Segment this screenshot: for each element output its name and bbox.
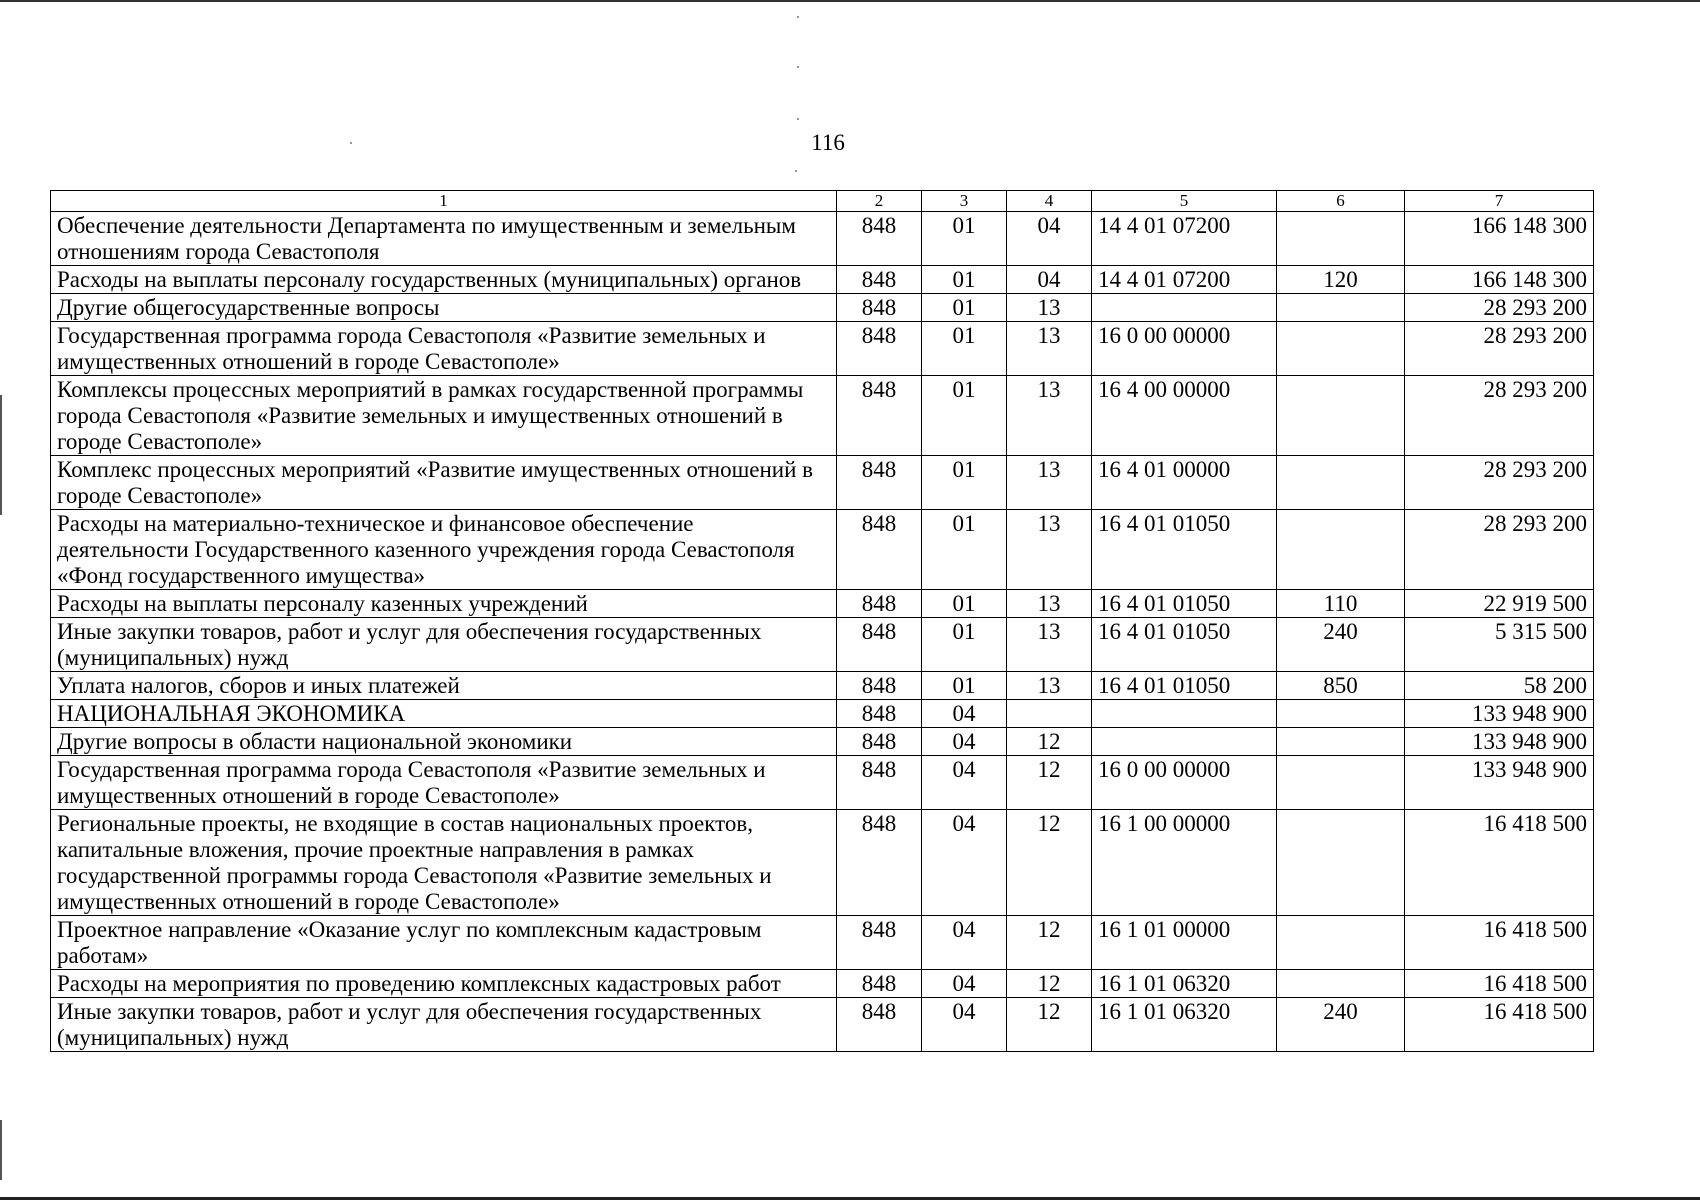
cell-code-section: 04 (922, 916, 1007, 970)
cell-code-subsection: 13 (1007, 618, 1092, 672)
cell-amount: 16 418 500 (1405, 970, 1594, 998)
table-row (51, 672, 1594, 700)
cell-item-name: Государственная программа города Севастополя «Развитие земельных и имущественных отношений в городе Севастополе» (51, 756, 837, 810)
cell-item-name: Государственная программа города Севастополя «Развитие земельных и имущественных отношений в городе Севастополе» (51, 322, 837, 376)
cell-amount: 28 293 200 (1405, 376, 1594, 456)
cell-code-subsection: 13 (1007, 294, 1092, 322)
cell-code-expense-type (1277, 700, 1405, 728)
cell-amount: 5 315 500 (1405, 618, 1594, 672)
cell-code-target-article (1092, 728, 1277, 756)
cell-code-target-article: 16 4 01 01050 (1092, 672, 1277, 700)
cell-code-admin: 848 (837, 376, 922, 456)
cell-code-section: 01 (922, 322, 1007, 376)
scan-speck (795, 170, 797, 172)
cell-code-expense-type (1277, 810, 1405, 916)
table-row (51, 970, 1594, 998)
cell-code-admin: 848 (837, 672, 922, 700)
cell-code-expense-type (1277, 376, 1405, 456)
cell-amount: 28 293 200 (1405, 456, 1594, 510)
cell-code-section: 04 (922, 810, 1007, 916)
cell-amount: 22 919 500 (1405, 590, 1594, 618)
cell-code-target-article: 16 4 01 00000 (1092, 456, 1277, 510)
cell-code-section: 04 (922, 700, 1007, 728)
cell-code-section: 01 (922, 266, 1007, 294)
scan-speck (797, 16, 799, 18)
cell-code-admin: 848 (837, 970, 922, 998)
cell-code-expense-type (1277, 970, 1405, 998)
cell-code-expense-type: 240 (1277, 998, 1405, 1052)
cell-code-target-article (1092, 700, 1277, 728)
table-body (51, 212, 1594, 1052)
cell-code-admin: 848 (837, 916, 922, 970)
cell-code-admin: 848 (837, 266, 922, 294)
cell-amount: 28 293 200 (1405, 322, 1594, 376)
table-row (51, 456, 1594, 510)
column-number-row (51, 191, 1594, 212)
cell-code-admin: 848 (837, 998, 922, 1052)
scan-speck (797, 66, 799, 68)
cell-code-admin: 848 (837, 322, 922, 376)
cell-code-target-article: 16 4 01 01050 (1092, 618, 1277, 672)
cell-item-name: Комплексы процессных мероприятий в рамках государственной программы города Севастополя «Развитие земельных и имущественных отношений в городе Севастополе» (51, 376, 837, 456)
cell-item-name: Иные закупки товаров, работ и услуг для обеспечения государственных (муниципальных) нужд (51, 618, 837, 672)
column-header: 2 (837, 191, 922, 212)
table-row (51, 728, 1594, 756)
cell-code-expense-type: 850 (1277, 672, 1405, 700)
cell-code-subsection: 13 (1007, 456, 1092, 510)
cell-code-expense-type: 240 (1277, 618, 1405, 672)
cell-code-admin: 848 (837, 618, 922, 672)
cell-code-subsection: 13 (1007, 590, 1092, 618)
cell-code-target-article: 16 1 01 00000 (1092, 916, 1277, 970)
cell-code-target-article: 16 4 01 01050 (1092, 510, 1277, 590)
table-row (51, 700, 1594, 728)
cell-code-subsection: 12 (1007, 916, 1092, 970)
cell-code-target-article: 16 4 01 01050 (1092, 590, 1277, 618)
cell-code-target-article: 16 0 00 00000 (1092, 322, 1277, 376)
cell-code-section: 01 (922, 510, 1007, 590)
cell-code-subsection: 13 (1007, 322, 1092, 376)
cell-item-name: Обеспечение деятельности Департамента по имущественным и земельным отношениям города Севастополя (51, 212, 837, 266)
cell-code-admin: 848 (837, 700, 922, 728)
table-row (51, 322, 1594, 376)
cell-code-section: 01 (922, 590, 1007, 618)
cell-code-section: 01 (922, 456, 1007, 510)
cell-item-name: Уплата налогов, сборов и иных платежей (51, 672, 837, 700)
cell-item-name: Проектное направление «Оказание услуг по комплексным кадастровым работам» (51, 916, 837, 970)
cell-amount: 28 293 200 (1405, 294, 1594, 322)
cell-code-target-article: 16 1 01 06320 (1092, 970, 1277, 998)
cell-code-subsection: 12 (1007, 998, 1092, 1052)
cell-code-expense-type: 120 (1277, 266, 1405, 294)
cell-code-section: 04 (922, 756, 1007, 810)
page-number: 116 (811, 130, 845, 155)
cell-code-section: 04 (922, 998, 1007, 1052)
cell-code-admin: 848 (837, 456, 922, 510)
cell-code-expense-type (1277, 510, 1405, 590)
cell-code-expense-type (1277, 456, 1405, 510)
cell-code-subsection (1007, 700, 1092, 728)
scan-speck (797, 118, 799, 120)
cell-code-admin: 848 (837, 294, 922, 322)
cell-code-target-article (1092, 294, 1277, 322)
cell-item-name: Расходы на мероприятия по проведению комплексных кадастровых работ (51, 970, 837, 998)
cell-code-target-article: 16 0 00 00000 (1092, 756, 1277, 810)
scan-edge-mark (0, 395, 2, 515)
cell-code-expense-type (1277, 756, 1405, 810)
cell-item-name: НАЦИОНАЛЬНАЯ ЭКОНОМИКА (51, 700, 837, 728)
cell-code-expense-type (1277, 728, 1405, 756)
cell-item-name: Другие вопросы в области национальной экономики (51, 728, 837, 756)
cell-item-name: Иные закупки товаров, работ и услуг для обеспечения государственных (муниципальных) нужд (51, 998, 837, 1052)
column-header: 1 (51, 191, 837, 212)
cell-amount: 16 418 500 (1405, 810, 1594, 916)
table-row (51, 510, 1594, 590)
cell-amount: 166 148 300 (1405, 212, 1594, 266)
cell-code-subsection: 04 (1007, 212, 1092, 266)
cell-code-target-article: 16 4 00 00000 (1092, 376, 1277, 456)
cell-code-admin: 848 (837, 728, 922, 756)
cell-code-expense-type (1277, 916, 1405, 970)
cell-item-name: Комплекс процессных мероприятий «Развитие имущественных отношений в городе Севастополе» (51, 456, 837, 510)
cell-amount: 133 948 900 (1405, 756, 1594, 810)
column-header: 7 (1405, 191, 1594, 212)
table-row (51, 590, 1594, 618)
cell-item-name: Расходы на выплаты персоналу казенных учреждений (51, 590, 837, 618)
cell-code-target-article: 14 4 01 07200 (1092, 266, 1277, 294)
table-row (51, 810, 1594, 916)
cell-code-admin: 848 (837, 810, 922, 916)
cell-amount: 133 948 900 (1405, 728, 1594, 756)
cell-code-subsection: 13 (1007, 510, 1092, 590)
cell-code-expense-type (1277, 294, 1405, 322)
cell-item-name: Региональные проекты, не входящие в состав национальных проектов, капитальные вложения, прочие проектные направления в рамках государственной программы города Севастополя «Развитие земельных и имущественных отношений в городе Севастополе» (51, 810, 837, 916)
cell-item-name: Расходы на выплаты персоналу государственных (муниципальных) органов (51, 266, 837, 294)
cell-code-expense-type (1277, 322, 1405, 376)
cell-code-expense-type (1277, 212, 1405, 266)
scan-edge-mark (0, 1120, 2, 1180)
cell-code-admin: 848 (837, 756, 922, 810)
cell-code-target-article: 16 1 00 00000 (1092, 810, 1277, 916)
cell-code-target-article: 16 1 01 06320 (1092, 998, 1277, 1052)
budget-table (50, 190, 1594, 1052)
column-header: 4 (1007, 191, 1092, 212)
column-header: 5 (1092, 191, 1277, 212)
cell-code-target-article: 14 4 01 07200 (1092, 212, 1277, 266)
table-row (51, 618, 1594, 672)
table-row (51, 916, 1594, 970)
cell-code-section: 01 (922, 294, 1007, 322)
cell-amount: 16 418 500 (1405, 998, 1594, 1052)
table-row (51, 212, 1594, 266)
cell-item-name: Расходы на материально-техническое и финансовое обеспечение деятельности Государственного казенного учреждения города Севастополя «Фонд государственного имущества» (51, 510, 837, 590)
cell-code-subsection: 13 (1007, 376, 1092, 456)
cell-code-section: 01 (922, 672, 1007, 700)
cell-code-section: 01 (922, 212, 1007, 266)
cell-code-subsection: 12 (1007, 810, 1092, 916)
cell-code-expense-type: 110 (1277, 590, 1405, 618)
cell-amount: 58 200 (1405, 672, 1594, 700)
table-row (51, 294, 1594, 322)
cell-code-section: 04 (922, 728, 1007, 756)
cell-code-subsection: 04 (1007, 266, 1092, 294)
cell-amount: 166 148 300 (1405, 266, 1594, 294)
cell-code-subsection: 13 (1007, 672, 1092, 700)
cell-amount: 133 948 900 (1405, 700, 1594, 728)
cell-code-subsection: 12 (1007, 756, 1092, 810)
cell-item-name: Другие общегосударственные вопросы (51, 294, 837, 322)
table-row (51, 266, 1594, 294)
cell-code-section: 01 (922, 618, 1007, 672)
cell-code-subsection: 12 (1007, 970, 1092, 998)
cell-code-section: 04 (922, 970, 1007, 998)
table-row (51, 756, 1594, 810)
cell-code-admin: 848 (837, 212, 922, 266)
column-header: 6 (1277, 191, 1405, 212)
cell-amount: 16 418 500 (1405, 916, 1594, 970)
cell-code-admin: 848 (837, 590, 922, 618)
table-row (51, 998, 1594, 1052)
cell-code-section: 01 (922, 376, 1007, 456)
cell-code-subsection: 12 (1007, 728, 1092, 756)
column-header: 3 (922, 191, 1007, 212)
table-row (51, 376, 1594, 456)
cell-code-admin: 848 (837, 510, 922, 590)
cell-amount: 28 293 200 (1405, 510, 1594, 590)
